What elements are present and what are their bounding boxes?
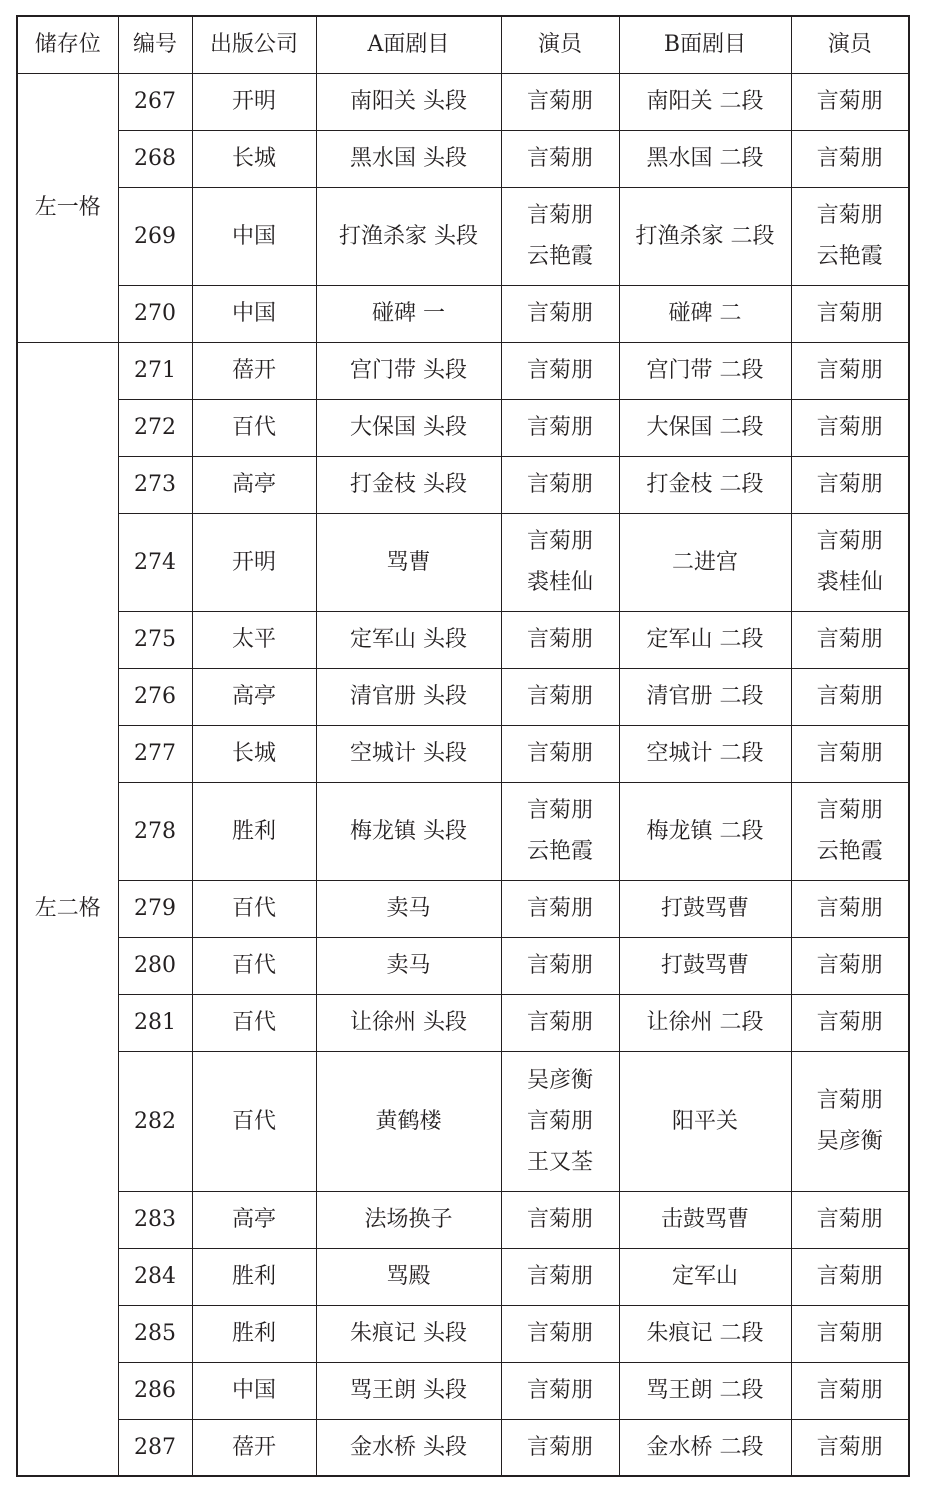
- record-number-cell: 279: [118, 880, 192, 937]
- table-row: [17, 1051, 909, 1191]
- table-row: [17, 611, 909, 668]
- a-side-cast-cell: [501, 1051, 619, 1191]
- b-side-cast-cell: [791, 1305, 909, 1362]
- record-table: [16, 15, 910, 1477]
- table-row: [17, 937, 909, 994]
- a-side-title-cell: 空城计 头段: [316, 725, 501, 782]
- performer-name: 言菊朋: [816, 1434, 883, 1460]
- performer-name: 云艳霞: [816, 839, 883, 864]
- b-side-title-cell: 清官册 二段: [619, 668, 791, 725]
- performer-name: 言菊朋: [816, 1378, 883, 1403]
- b-side-cast-cell: [791, 994, 909, 1051]
- a-side-cast-cell: [501, 456, 619, 513]
- b-side-title-cell: 打渔杀家 二段: [619, 187, 791, 285]
- performer-name: 云艳霞: [526, 244, 593, 269]
- b-side-cast-cell: [791, 1362, 909, 1419]
- performer-name: 言菊朋: [526, 798, 593, 823]
- performer-name: 言菊朋: [526, 953, 593, 978]
- b-side-title-cell: 打鼓骂曹: [619, 937, 791, 994]
- b-side-title-cell: 击鼓骂曹: [619, 1191, 791, 1248]
- performer-name: 言菊朋: [816, 301, 883, 326]
- record-number-cell: 270: [118, 285, 192, 342]
- performer-name: 言菊朋: [526, 1010, 593, 1035]
- table-row: [17, 725, 909, 782]
- performer-name: 言菊朋: [526, 146, 593, 171]
- b-side-title-cell: 空城计 二段: [619, 725, 791, 782]
- table-row: [17, 1419, 909, 1476]
- performer-name: 言菊朋: [526, 1108, 593, 1134]
- b-side-title-cell: 让徐州 二段: [619, 994, 791, 1051]
- table-header: [17, 16, 909, 73]
- publisher-cell: 胜利: [192, 1248, 316, 1305]
- table-row: [17, 399, 909, 456]
- a-side-title-cell: 骂王朗 头段: [316, 1362, 501, 1419]
- publisher-cell: 开明: [192, 73, 316, 130]
- b-side-cast-cell: [791, 130, 909, 187]
- publisher-cell: 中国: [192, 1362, 316, 1419]
- a-side-title-cell: 骂曹: [316, 513, 501, 611]
- performer-name: 言菊朋: [526, 1207, 593, 1232]
- a-side-title-cell: 打金枝 头段: [316, 456, 501, 513]
- publisher-cell: 长城: [192, 130, 316, 187]
- table-row: [17, 73, 909, 130]
- performer-name: 言菊朋: [526, 1378, 593, 1403]
- header-a-cast: 演员: [501, 16, 619, 73]
- performer-name: 言菊朋: [816, 896, 883, 921]
- publisher-cell: 百代: [192, 937, 316, 994]
- a-side-cast-cell: [501, 782, 619, 880]
- publisher-cell: 高亭: [192, 668, 316, 725]
- table-row: [17, 456, 909, 513]
- b-side-cast-cell: [791, 1248, 909, 1305]
- publisher-cell: 百代: [192, 880, 316, 937]
- b-side-title-cell: 二进宫: [619, 513, 791, 611]
- performer-name: 言菊朋: [816, 627, 883, 652]
- b-side-title-cell: 朱痕记 二段: [619, 1305, 791, 1362]
- publisher-cell: 蓓开: [192, 1419, 316, 1476]
- table-row: [17, 668, 909, 725]
- a-side-cast-cell: [501, 513, 619, 611]
- performer-name: 言菊朋: [526, 1264, 593, 1289]
- table-row: [17, 782, 909, 880]
- b-side-cast-cell: [791, 880, 909, 937]
- performer-name: 言菊朋: [526, 89, 593, 114]
- performer-name: 言菊朋: [816, 798, 883, 823]
- performer-name: 言菊朋: [526, 529, 593, 554]
- a-side-title-cell: 黄鹤楼: [316, 1051, 501, 1191]
- performer-name: 言菊朋: [816, 358, 883, 383]
- record-number-cell: 276: [118, 668, 192, 725]
- a-side-title-cell: 让徐州 头段: [316, 994, 501, 1051]
- a-side-title-cell: 梅龙镇 头段: [316, 782, 501, 880]
- b-side-title-cell: 南阳关 二段: [619, 73, 791, 130]
- performer-name: 云艳霞: [816, 244, 883, 269]
- record-number-cell: 272: [118, 399, 192, 456]
- publisher-cell: 开明: [192, 513, 316, 611]
- b-side-cast-cell: [791, 611, 909, 668]
- b-side-title-cell: 骂王朗 二段: [619, 1362, 791, 1419]
- record-number-cell: 281: [118, 994, 192, 1051]
- record-number-cell: 275: [118, 611, 192, 668]
- publisher-cell: 中国: [192, 285, 316, 342]
- a-side-title-cell: 宫门带 头段: [316, 342, 501, 399]
- a-side-cast-cell: [501, 668, 619, 725]
- record-number-cell: 280: [118, 937, 192, 994]
- header-b-title: B面剧目: [619, 16, 791, 73]
- performer-name: 言菊朋: [816, 529, 883, 554]
- performer-name: 言菊朋: [816, 1207, 883, 1232]
- b-side-title-cell: 大保国 二段: [619, 399, 791, 456]
- a-side-title-cell: 骂殿: [316, 1248, 501, 1305]
- storage-location-cell: 左二格: [17, 342, 118, 1476]
- b-side-title-cell: 黑水国 二段: [619, 130, 791, 187]
- performer-name: 言菊朋: [526, 684, 593, 709]
- b-side-cast-cell: [791, 1419, 909, 1476]
- header-number: 编号: [118, 16, 192, 73]
- performer-name: 吴彦衡: [816, 1129, 883, 1154]
- performer-name: 言菊朋: [526, 896, 593, 921]
- b-side-cast-cell: [791, 1051, 909, 1191]
- a-side-cast-cell: [501, 937, 619, 994]
- performer-name: 言菊朋: [816, 415, 883, 440]
- a-side-cast-cell: [501, 1191, 619, 1248]
- publisher-cell: 太平: [192, 611, 316, 668]
- a-side-cast-cell: [501, 1362, 619, 1419]
- performer-name: 言菊朋: [526, 1434, 593, 1460]
- a-side-cast-cell: [501, 73, 619, 130]
- b-side-cast-cell: [791, 1191, 909, 1248]
- record-number-cell: 274: [118, 513, 192, 611]
- a-side-title-cell: 清官册 头段: [316, 668, 501, 725]
- performer-name: 言菊朋: [816, 1010, 883, 1035]
- a-side-title-cell: 南阳关 头段: [316, 73, 501, 130]
- table-row: [17, 1248, 909, 1305]
- header-location: 储存位: [17, 16, 118, 73]
- storage-location-cell: 左一格: [17, 73, 118, 342]
- b-side-cast-cell: [791, 456, 909, 513]
- b-side-cast-cell: [791, 725, 909, 782]
- b-side-title-cell: 定军山: [619, 1248, 791, 1305]
- performer-name: 言菊朋: [816, 472, 883, 497]
- performer-name: 吴彦衡: [526, 1067, 593, 1093]
- b-side-cast-cell: [791, 285, 909, 342]
- a-side-title-cell: 卖马: [316, 880, 501, 937]
- record-number-cell: 286: [118, 1362, 192, 1419]
- a-side-title-cell: 定军山 头段: [316, 611, 501, 668]
- b-side-title-cell: 宫门带 二段: [619, 342, 791, 399]
- b-side-title-cell: 定军山 二段: [619, 611, 791, 668]
- a-side-title-cell: 金水桥 头段: [316, 1419, 501, 1476]
- record-number-cell: 271: [118, 342, 192, 399]
- record-number-cell: 277: [118, 725, 192, 782]
- table-row: [17, 994, 909, 1051]
- a-side-cast-cell: [501, 342, 619, 399]
- b-side-title-cell: 金水桥 二段: [619, 1419, 791, 1476]
- performer-name: 言菊朋: [526, 472, 593, 497]
- a-side-cast-cell: [501, 285, 619, 342]
- table-row: [17, 1305, 909, 1362]
- b-side-title-cell: 打金枝 二段: [619, 456, 791, 513]
- a-side-cast-cell: [501, 880, 619, 937]
- a-side-cast-cell: [501, 1248, 619, 1305]
- performer-name: 言菊朋: [526, 358, 593, 383]
- a-side-cast-cell: [501, 611, 619, 668]
- performer-name: 言菊朋: [526, 1321, 593, 1346]
- record-number-cell: 285: [118, 1305, 192, 1362]
- performer-name: 言菊朋: [816, 203, 883, 228]
- b-side-title-cell: 梅龙镇 二段: [619, 782, 791, 880]
- table-row: [17, 187, 909, 285]
- b-side-cast-cell: [791, 668, 909, 725]
- a-side-title-cell: 打渔杀家 头段: [316, 187, 501, 285]
- b-side-title-cell: 打鼓骂曹: [619, 880, 791, 937]
- b-side-cast-cell: [791, 937, 909, 994]
- a-side-title-cell: 大保国 头段: [316, 399, 501, 456]
- publisher-cell: 高亭: [192, 1191, 316, 1248]
- publisher-cell: 百代: [192, 399, 316, 456]
- performer-name: 言菊朋: [816, 741, 883, 766]
- a-side-title-cell: 卖马: [316, 937, 501, 994]
- table-row: [17, 1362, 909, 1419]
- a-side-cast-cell: [501, 994, 619, 1051]
- table-row: [17, 130, 909, 187]
- performer-name: 裘桂仙: [816, 570, 883, 595]
- publisher-cell: 胜利: [192, 1305, 316, 1362]
- record-number-cell: 282: [118, 1051, 192, 1191]
- record-number-cell: 284: [118, 1248, 192, 1305]
- b-side-title-cell: 阳平关: [619, 1051, 791, 1191]
- table-row: [17, 285, 909, 342]
- record-number-cell: 267: [118, 73, 192, 130]
- performer-name: 云艳霞: [526, 839, 593, 864]
- performer-name: 言菊朋: [526, 741, 593, 766]
- record-number-cell: 269: [118, 187, 192, 285]
- table-body: [17, 73, 909, 1476]
- header-a-title: A面剧目: [316, 16, 501, 73]
- record-number-cell: 278: [118, 782, 192, 880]
- publisher-cell: 胜利: [192, 782, 316, 880]
- performer-name: 言菊朋: [526, 415, 593, 440]
- publisher-cell: 长城: [192, 725, 316, 782]
- record-number-cell: 287: [118, 1419, 192, 1476]
- a-side-title-cell: 法场换子: [316, 1191, 501, 1248]
- table-row: [17, 880, 909, 937]
- a-side-cast-cell: [501, 1419, 619, 1476]
- a-side-cast-cell: [501, 725, 619, 782]
- record-number-cell: 283: [118, 1191, 192, 1248]
- a-side-cast-cell: [501, 187, 619, 285]
- performer-name: 裘桂仙: [526, 570, 593, 595]
- record-number-cell: 273: [118, 456, 192, 513]
- a-side-title-cell: 朱痕记 头段: [316, 1305, 501, 1362]
- performer-name: 言菊朋: [816, 146, 883, 171]
- performer-name: 言菊朋: [816, 1321, 883, 1346]
- record-number-cell: 268: [118, 130, 192, 187]
- publisher-cell: 蓓开: [192, 342, 316, 399]
- publisher-cell: 百代: [192, 994, 316, 1051]
- b-side-cast-cell: [791, 399, 909, 456]
- header-company: 出版公司: [192, 16, 316, 73]
- header-b-cast: 演员: [791, 16, 909, 73]
- b-side-cast-cell: [791, 782, 909, 880]
- b-side-title-cell: 碰碑 二: [619, 285, 791, 342]
- a-side-title-cell: 黑水国 头段: [316, 130, 501, 187]
- b-side-cast-cell: [791, 342, 909, 399]
- publisher-cell: 百代: [192, 1051, 316, 1191]
- performer-name: 言菊朋: [526, 203, 593, 228]
- b-side-cast-cell: [791, 513, 909, 611]
- performer-name: 言菊朋: [816, 953, 883, 978]
- b-side-cast-cell: [791, 73, 909, 130]
- performer-name: 言菊朋: [816, 1264, 883, 1289]
- performer-name: 言菊朋: [526, 301, 593, 326]
- performer-name: 言菊朋: [816, 684, 883, 709]
- a-side-cast-cell: [501, 130, 619, 187]
- header-row: [17, 16, 909, 73]
- publisher-cell: 中国: [192, 187, 316, 285]
- a-side-cast-cell: [501, 399, 619, 456]
- performer-name: 言菊朋: [526, 627, 593, 652]
- publisher-cell: 高亭: [192, 456, 316, 513]
- table-row: [17, 513, 909, 611]
- performer-name: 王又荃: [526, 1149, 593, 1175]
- performer-name: 言菊朋: [816, 1088, 883, 1113]
- b-side-cast-cell: [791, 187, 909, 285]
- table-row: [17, 342, 909, 399]
- a-side-title-cell: 碰碑 一: [316, 285, 501, 342]
- table-row: [17, 1191, 909, 1248]
- a-side-cast-cell: [501, 1305, 619, 1362]
- performer-name: 言菊朋: [816, 89, 883, 114]
